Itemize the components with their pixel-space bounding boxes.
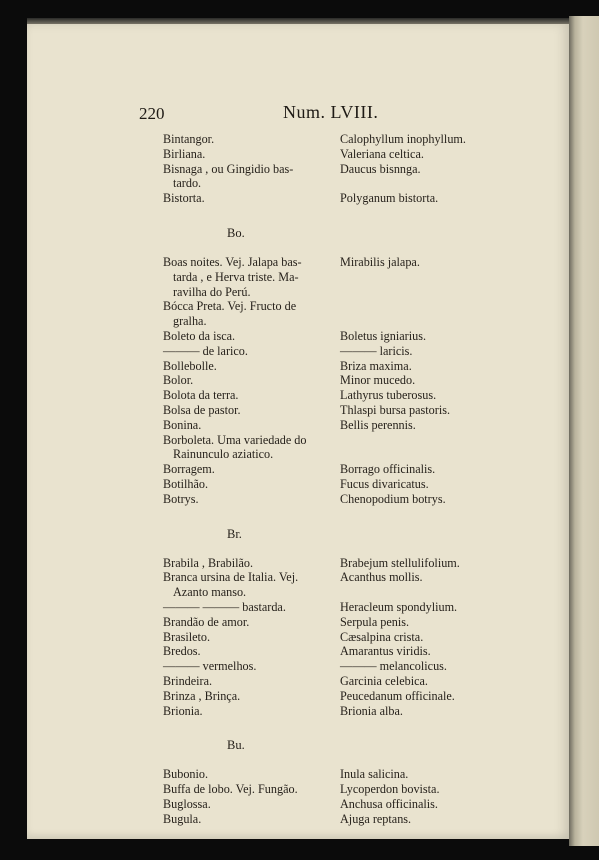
entry-portuguese-name: Botrys. <box>163 491 199 506</box>
entry-latin-name: Inula salicina. <box>340 767 409 782</box>
entry-latin-name: Bellis perennis. <box>340 417 416 432</box>
entry-portuguese-name: ——— ——— bastarda. <box>163 600 286 614</box>
entry-latin-name: ——— laricis. <box>340 343 413 358</box>
entry-portuguese-name: Bisnaga , ou Gingidio bas- <box>163 161 294 176</box>
entry-portuguese-name: Azanto manso. <box>173 585 247 600</box>
section-heading: Bu. <box>227 738 245 753</box>
entry-latin-name: Cæsalpina crista. <box>340 629 424 644</box>
entry-latin-name: Minor mucedo. <box>340 373 416 388</box>
entry-portuguese-name: ——— de larico. <box>163 343 248 358</box>
entry-portuguese-name: Branca ursina de Italia. Vej. <box>163 570 299 585</box>
entry-latin-name: Borrago officinalis. <box>340 462 436 477</box>
entry-portuguese-name: Brindeira. <box>163 674 213 688</box>
entry-latin-name: Garcinia celebica. <box>340 674 428 688</box>
book-page <box>27 24 569 839</box>
entry-portuguese-name: Borragem. <box>163 462 215 477</box>
entry-latin-name: Anchusa officinalis. <box>340 797 438 811</box>
entry-latin-name: Boletus igniarius. <box>340 329 426 343</box>
entry-portuguese-name: Botilhão. <box>163 477 209 491</box>
entry-portuguese-name: Brandão de amor. <box>163 614 250 629</box>
entry-portuguese-name: Bredos. <box>163 644 201 659</box>
entry-latin-name: Heracleum spondylium. <box>340 600 458 614</box>
page-header <box>27 102 569 126</box>
entry-portuguese-name: Brinza , Brinça. <box>163 688 241 703</box>
page-title: Num. LVIII. <box>283 102 379 122</box>
entry-portuguese-name: tarda , e Herva triste. Ma- <box>173 269 299 284</box>
entry-portuguese-name: Bistorta. <box>163 191 205 206</box>
entry-portuguese-name: Boas noites. Vej. Jalapa bas- <box>163 255 302 269</box>
entry-latin-name: Thlaspi bursa pastoris. <box>340 403 451 417</box>
entry-latin-name: Chenopodium botrys. <box>340 491 446 506</box>
entry-portuguese-name: Bócca Preta. Vej. Fructo de <box>163 299 297 314</box>
entry-portuguese-name: Birliana. <box>163 146 206 161</box>
entry-latin-name: Acanthus mollis. <box>340 570 423 585</box>
entry-latin-name: Brabejum stellulifolium. <box>340 555 460 570</box>
entry-latin-name: Lycoperdon bovista. <box>340 782 440 797</box>
entry-latin-name: Valeriana celtica. <box>340 146 424 161</box>
entry-portuguese-name: gralha. <box>173 314 207 329</box>
entry-portuguese-name: Bonina. <box>163 417 202 432</box>
entry-portuguese-name: Bintangor. <box>163 132 215 146</box>
facing-page-edge <box>569 16 599 846</box>
page-number: 220 <box>139 104 165 123</box>
entry-portuguese-name: Brasileto. <box>163 629 211 644</box>
entry-latin-name: Amarantus viridis. <box>340 644 431 659</box>
entry-latin-name: ——— melancolicus. <box>340 659 447 674</box>
entry-latin-name: Peucedanum officinale. <box>340 688 455 703</box>
entry-portuguese-name: Bolota da terra. <box>163 388 239 403</box>
entry-latin-name: Serpula penis. <box>340 614 410 629</box>
entry-portuguese-name: Brabila , Brabilão. <box>163 555 254 570</box>
entry-latin-name: Daucus bisnnga. <box>340 161 421 176</box>
entry-portuguese-name: Bubonio. <box>163 767 209 782</box>
entry-portuguese-name: Rainunculo aziatico. <box>173 447 274 462</box>
entry-portuguese-name: tardo. <box>173 176 202 191</box>
entry-portuguese-name: Bolsa de pastor. <box>163 403 241 417</box>
entry-portuguese-name: ravilha do Perú. <box>173 284 251 299</box>
entry-portuguese-name: Buglossa. <box>163 797 211 811</box>
entry-latin-name: Polyganum bistorta. <box>340 191 439 206</box>
section-heading: Br. <box>227 526 242 541</box>
entry-latin-name: Ajuga reptans. <box>340 811 412 826</box>
entry-latin-name: Fucus divaricatus. <box>340 477 429 491</box>
entry-latin-name: Mirabilis jalapa. <box>340 255 420 269</box>
entry-portuguese-name: Bollebolle. <box>163 358 217 373</box>
entry-portuguese-name: Brionia. <box>163 703 203 718</box>
entry-latin-name: Briza maxima. <box>340 358 412 373</box>
entry-portuguese-name: Bolor. <box>163 373 194 388</box>
entry-portuguese-name: ——— vermelhos. <box>163 659 257 674</box>
entry-portuguese-name: Bugula. <box>163 811 202 826</box>
entry-latin-name: Brionia alba. <box>340 703 403 718</box>
entry-latin-name: Lathyrus tuberosus. <box>340 388 437 403</box>
entry-latin-name: Calophyllum inophyllum. <box>340 132 466 146</box>
entry-portuguese-name: Borboleta. Uma variedade do <box>163 432 307 447</box>
entry-portuguese-name: Buffa de lobo. Vej. Fungão. <box>163 782 298 797</box>
section-heading: Bo. <box>227 226 245 240</box>
entry-portuguese-name: Boleto da isca. <box>163 329 236 343</box>
